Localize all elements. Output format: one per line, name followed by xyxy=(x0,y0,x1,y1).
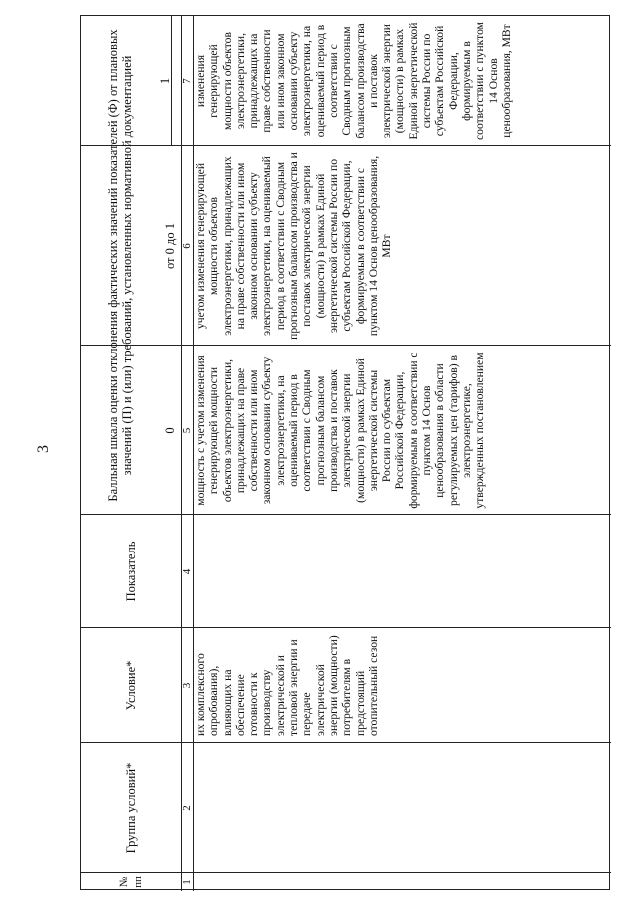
col-number-4: 4 xyxy=(181,568,193,575)
rotated-table xyxy=(81,16,611,891)
col-number-3: 3 xyxy=(181,682,193,689)
score-1-text: изменения генерирующей мощности объектов электроэнергетики, принадлежащих на праве собственности или ином законном основании субъекту электроэнергетики, на оцениваемый период в соответствии с Сводным прогнозным балансом производства и поставок электрической энергии (мощности) в рамках Единой энергетической системы России по субъектам Российской Федерации, формируемым в соответствии с пунктом 14 Основ ценообразования, МВт xyxy=(194,22,513,140)
col-number-6: 6 xyxy=(181,243,193,249)
rotated-table-frame xyxy=(80,15,610,890)
col-number-5: 5 xyxy=(181,427,193,434)
header-condition: Условие* xyxy=(124,660,138,711)
header-indicator: Показатель xyxy=(124,541,138,602)
score-0-1-text: учетом изменения генерирующей мощности объектов электроэнергетики, принадлежащих на праве собственности или ином законном основании субъекту электроэнергетики, на оцениваемый период в соответствии с Сводным прогнозным балансом производства и поставок электрической энергии (мощности) в рамках Единой энергетической системы России по субъектам Российской Федерации, формируемым в соответствии с пунктом 14 Основ ценообразования, МВт xyxy=(194,152,394,340)
header-group: Группа условий* xyxy=(124,762,138,854)
header-score-0-1: от 0 до 1 xyxy=(163,222,177,270)
col-number-1: 1 xyxy=(181,879,193,885)
condition-text: их комплексного опробования), влияющих на обеспечение готовности к производству электрической и тепловой энергии и передаче электрической энергии (мощности) потребителям в предстоящий отопительный сезон xyxy=(194,635,380,736)
header-num: № пп xyxy=(118,876,144,888)
col-number-2: 2 xyxy=(181,805,193,811)
page-number: 3 xyxy=(35,445,52,453)
header-score-1: 1 xyxy=(158,77,172,85)
score-0-text: мощность с учетом изменения генерирующей мощности объектов электроэнергетики, принадлежащих на праве собственности или ином законном основании субъекту электроэнергетики, на оцениваемый период в соответствии с Сводным прогнозным балансом производства и поставок электрической энергии (мощности) в рамках Единой энергетической системы России по субъектам Российской Федерации, формируемым в соответствии с пунктом 14 Основ ценообразования в области регулируемых цен (тарифов) в электроэнергетике, утвержденных постановлением xyxy=(194,352,487,509)
header-score-group: Балльная шкала оценки отклонения фактических значений показателей (Ф) от плановых значений (П) и (или) требований, установленных нормативной документацией xyxy=(106,29,134,502)
col-number-7: 7 xyxy=(181,78,193,84)
header-score-0: 0 xyxy=(163,427,177,434)
